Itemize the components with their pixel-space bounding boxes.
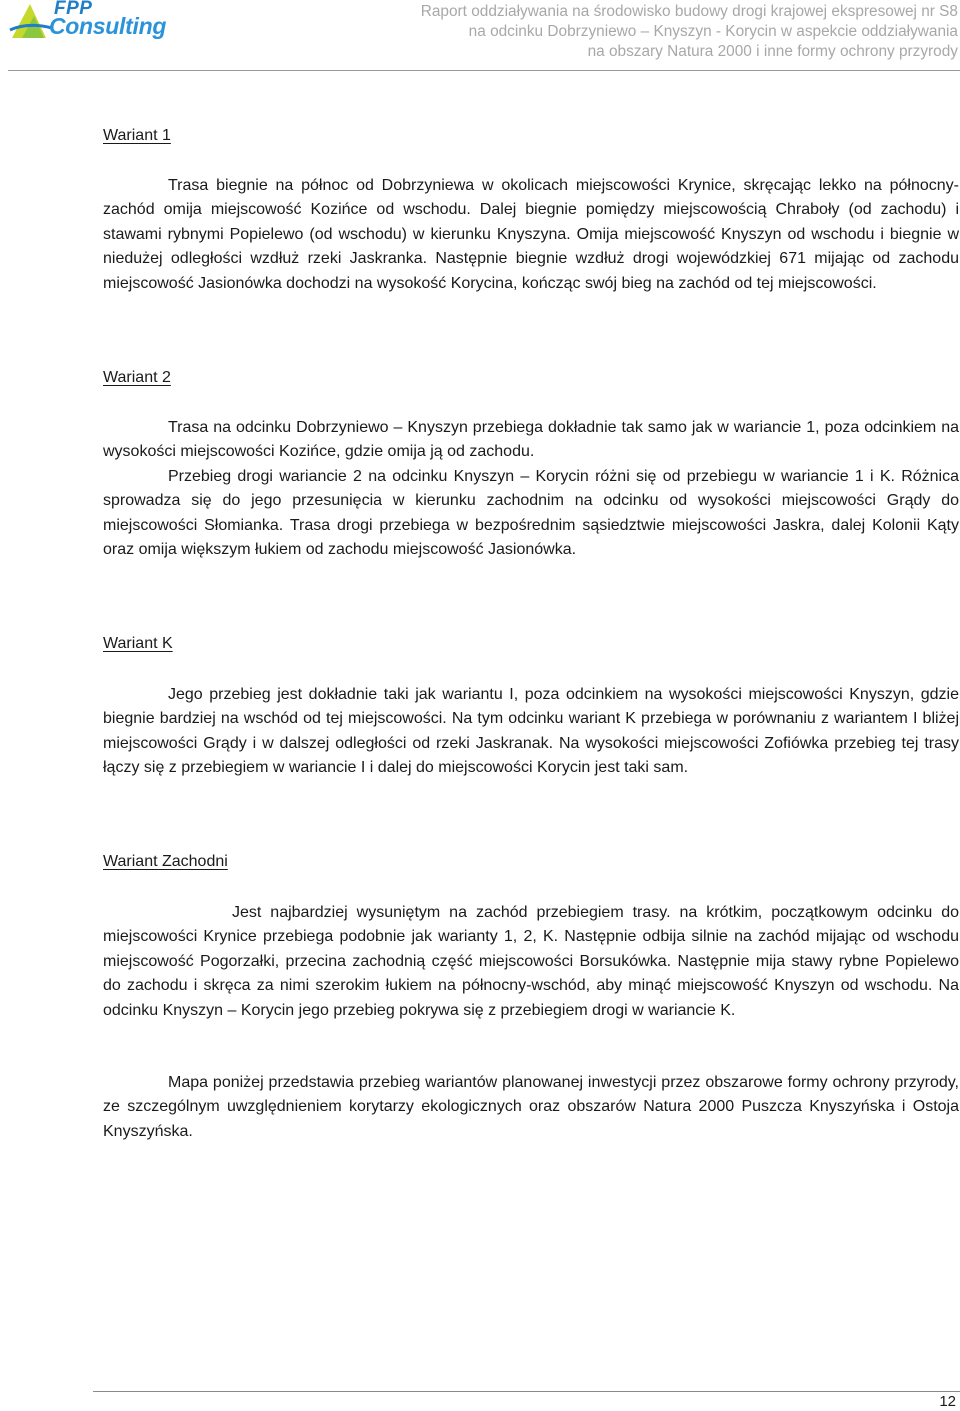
header-divider — [8, 70, 960, 71]
section-heading-wariant-zachodni: Wariant Zachodni — [103, 853, 228, 870]
page-number: 12 — [939, 1393, 956, 1410]
footer-divider — [93, 1391, 960, 1392]
section-paragraph: Mapa poniżej przedstawia przebieg wariantów planowanej inwestycji przez obszarowe formy ochrony przyrody, ze szczególnym uwzględnieniem korytarzy ekologicznych oraz obszarów Natura 2000 Puszcza Knyszyńska i Ostoja Knyszyńska. — [103, 1074, 959, 1140]
section-paragraph: Przebieg drogi wariancie 2 na odcinku Knyszyn – Korycin różni się od przebiegu w wariancie 1 i K. Różnica sprowadza się do jego przesunięcia w kierunku zachodnim na odcinku od wysokości miejscowości Grądy do miejscowości Słomianka. Trasa drogi przebiega w bezpośrednim sąsiedztwie miejscowości Jaskra, dalej Kolonii Kąty oraz omija większym łukiem od zachodu miejscowość Jasionówka. — [103, 468, 959, 559]
section-paragraph: Jego przebieg jest dokładnie taki jak wariantu I, poza odcinkiem na wysokości miejscowości Knyszyn, gdzie biegnie bardziej na wschód od tej miejscowości. Na tym odcinku wariant K przebiega w porównaniu z wariantem I bliżej miejscowości Grądy i w dalszej odległości od rzeki Jaskranak. Na wysokości miejscowości Zofiówka przebieg tej trasy łączy się z przebiegiem w wariancie I i dalej do miejscowości Korycin jest taki sam. — [103, 686, 959, 777]
report-title-line: na obszary Natura 2000 i inne formy ochrony przyrody — [587, 43, 958, 61]
report-title-line: Raport oddziaływania na środowisko budowy drogi krajowej ekspresowej nr S8 — [420, 3, 958, 20]
logo-line1: FPP — [54, 0, 93, 19]
fpp-consulting-logo — [8, 0, 168, 44]
logo-line2: Consulting — [49, 13, 167, 39]
section-paragraph: Jest najbardziej wysuniętym na zachód przebiegiem trasy. na krótkim, początkowym odcinku do miejscowości Krynice przebiega podobnie jak warianty 1, 2, K. Następnie odbija silnie na zachód mijając od wschodu miejscowość Pogorzałki, przecina zachodnią część miejscowości Borsukówka. Następnie mija stawy rybne Popielewo do zachodu i skręca za nimi szerokim łukiem na północny-wschód, aby minąć miejscowość Knyszyn od wschodu. Na odcinku Knyszyn – Korycin jego przebieg pokrywa się z przebiegiem drogi w wariancie K. — [103, 904, 959, 1019]
report-title-line: na odcinku Dobrzyniewo – Knyszyn - Korycin w aspekcie oddziaływania — [468, 23, 958, 41]
section-heading-wariant-1: Wariant 1 — [103, 127, 171, 144]
page-header — [0, 0, 960, 72]
section-paragraph: Trasa biegnie na północ od Dobrzyniewa w okolicach miejscowości Krynice, skręcając lekko na północny-zachód omija miejscowość Kozińce od wschodu. Dalej biegnie pomiędzy miejscowością Chraboły (od zachodu) i stawami rybnymi Popielewo (od wschodu) w kierunku Knyszyna. Omija miejscowość Knyszyn od wschodu i biegnie w niedużej odległości wzdłuż rzeki Jaskranka. Następnie biegnie wzdłuż drogi wojewódzkiej 671 mijając od zachodu miejscowość Jasionówka dochodzi na wysokość Korycina, kończąc swój bieg na zachód od tej miejscowości. — [103, 177, 959, 292]
section-heading-wariant-k: Wariant K — [103, 635, 173, 652]
section-heading-wariant-2: Wariant 2 — [103, 369, 171, 386]
report-title — [421, 2, 958, 63]
section-paragraph: Trasa na odcinku Dobrzyniewo – Knyszyn przebiega dokładnie tak samo jak w wariancie 1, poza odcinkiem na wysokości miejscowości Kozińce, gdzie omija ją od zachodu. — [103, 419, 959, 461]
